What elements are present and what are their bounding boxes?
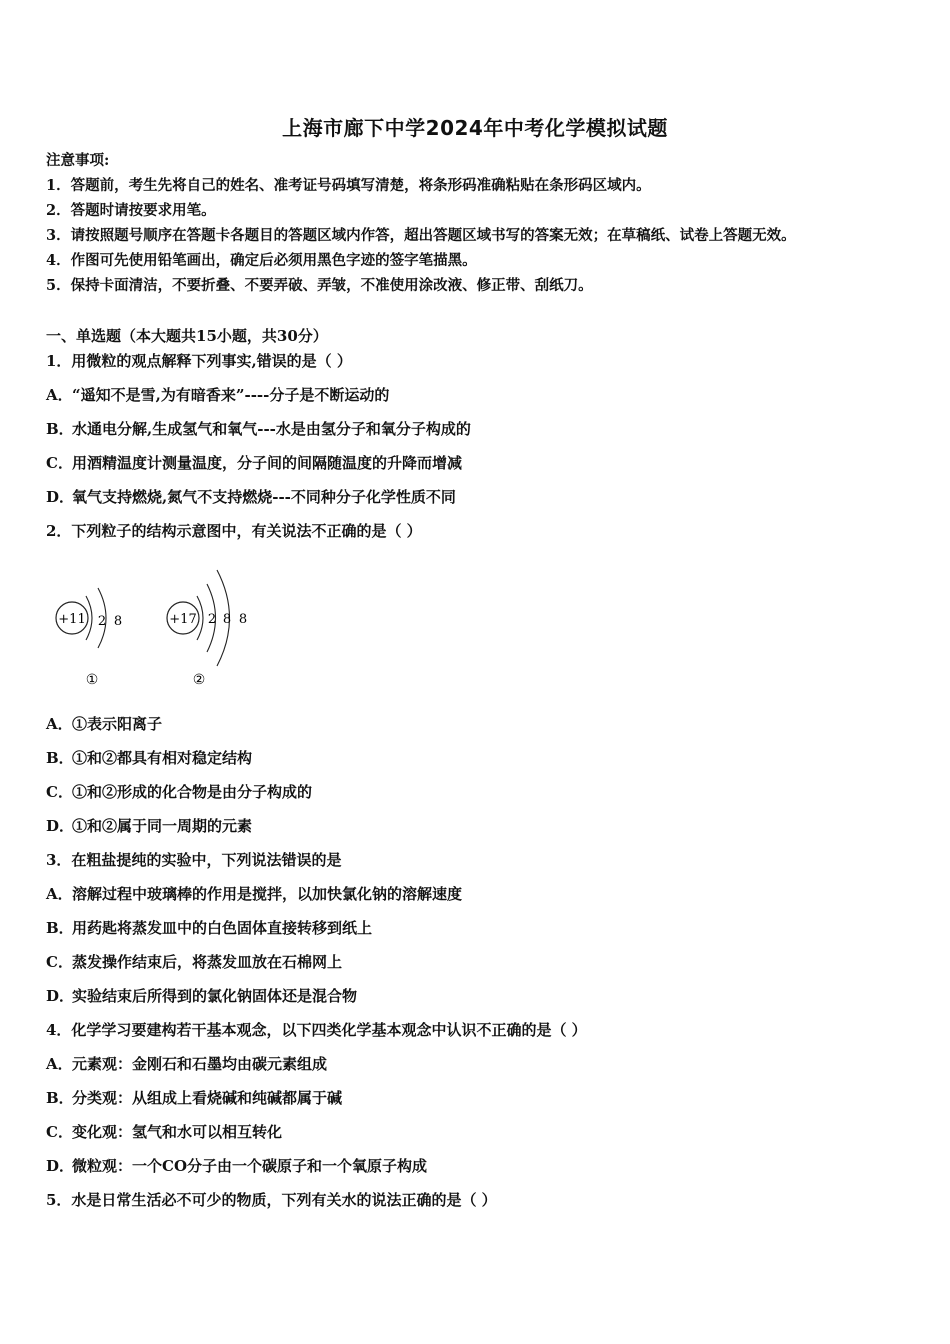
- option-text: 实验结束后所得到的氯化钠固体还是混合物: [72, 987, 358, 1005]
- notes-item: 2．答题时请按要求用笔。: [46, 202, 216, 219]
- option-key: D．: [46, 1157, 75, 1175]
- option-key: D．: [46, 817, 75, 835]
- notes-item: 4．作图可先使用铅笔画出，确定后必须用黑色字迹的签字笔描黑。: [46, 252, 477, 269]
- particle-1-shell-arc-1: [86, 596, 92, 640]
- question-4-option-a: [46, 1054, 327, 1074]
- question-3-option-a: [46, 884, 462, 904]
- question-1-stem: 1．用微粒的观点解释下列事实,错误的是（ ）: [46, 352, 352, 370]
- particle-2-shell-2-count: 8: [222, 612, 232, 627]
- question-1-option-a: [46, 385, 389, 405]
- option-text: “遥知不是雪,为有暗香来”----分子是不断运动的: [72, 386, 390, 404]
- question-1-option-d: [46, 487, 456, 507]
- option-text: 分类观：从组成上看烧碱和纯碱都属于碱: [72, 1089, 343, 1107]
- question-2-option-a: [46, 714, 162, 734]
- notes-item: 3．请按照题号顺序在答题卡各题目的答题区域内作答，超出答题区域书写的答案无效；在草稿纸、试卷上答题无效。: [46, 227, 796, 244]
- question-2-option-d: [46, 816, 252, 836]
- option-text: 用酒精温度计测量温度，分子间的间隔随温度的升降而增减: [72, 454, 463, 472]
- option-text: ①和②都具有相对稳定结构: [72, 749, 253, 767]
- question-4-option-d: [46, 1156, 427, 1176]
- option-text: 微粒观：一个CO分子由一个碳原子和一个氧原子构成: [72, 1157, 428, 1175]
- question-5-stem: 5．水是日常生活必不可少的物质，下列有关水的说法正确的是（ ）: [46, 1191, 497, 1209]
- option-text: ①和②属于同一周期的元素: [72, 817, 253, 835]
- option-text: 变化观：氢气和水可以相互转化: [72, 1123, 283, 1141]
- particle-2-label: ②: [192, 672, 206, 688]
- question-1-option-b: [46, 419, 471, 439]
- option-text: 溶解过程中玻璃棒的作用是搅拌，以加快氯化钠的溶解速度: [72, 885, 463, 903]
- option-key: C．: [46, 953, 73, 971]
- option-key: A．: [46, 885, 73, 903]
- atomic-structure-svg: [46, 560, 286, 690]
- particle-1-nucleus-charge: +11: [58, 612, 86, 627]
- question-2-option-c: [46, 782, 312, 802]
- particle-2-shell-3-count: 8: [238, 612, 248, 627]
- option-text: ①表示阳离子: [72, 715, 163, 733]
- particle-2-shell-arc-1: [197, 596, 203, 640]
- question-4-option-c: [46, 1122, 282, 1142]
- question-4-option-b: [46, 1088, 342, 1108]
- question-4-stem: 4．化学学习要建构若干基本观念，以下四类化学基本观念中认识不正确的是（ ）: [46, 1021, 587, 1039]
- notes-item: 5．保持卡面清洁，不要折叠、不要弄破、弄皱，不准使用涂改液、修正带、刮纸刀。: [46, 277, 593, 294]
- option-key: C．: [46, 783, 73, 801]
- atomic-structure-diagram: [46, 560, 286, 690]
- question-1-option-c: [46, 453, 462, 473]
- option-text: 用药匙将蒸发皿中的白色固体直接转移到纸上: [72, 919, 373, 937]
- option-key: C．: [46, 1123, 73, 1141]
- section-heading: 一、单选题（本大题共15小题，共30分）: [46, 327, 328, 345]
- option-key: D．: [46, 488, 75, 506]
- notes-heading: 注意事项:: [46, 152, 110, 169]
- option-key: C．: [46, 454, 73, 472]
- option-text: ①和②形成的化合物是由分子构成的: [72, 783, 313, 801]
- option-key: B．: [46, 749, 74, 767]
- particle-2-shell-1-count: 2: [207, 612, 217, 627]
- question-2-option-b: [46, 748, 252, 768]
- particle-1-shell-1-count: 2: [97, 614, 107, 629]
- particle-1-shell-2-count: 8: [113, 614, 123, 629]
- question-2-stem: 2．下列粒子的结构示意图中，有关说法不正确的是（ ）: [46, 522, 422, 540]
- particle-2-diagram: [167, 570, 247, 688]
- question-3-option-b: [46, 918, 372, 938]
- option-text: 元素观：金刚石和石墨均由碳元素组成: [72, 1055, 328, 1073]
- option-key: A．: [46, 386, 73, 404]
- particle-1-label: ①: [85, 672, 99, 688]
- question-3-option-d: [46, 986, 357, 1006]
- particle-2-nucleus-charge: +17: [169, 612, 197, 627]
- option-key: B．: [46, 1089, 74, 1107]
- notes-item: 1．答题前，考生先将自己的姓名、准考证号码填写清楚，将条形码准确粘贴在条形码区域内。: [46, 177, 651, 194]
- option-key: D．: [46, 987, 75, 1005]
- question-3-stem: 3．在粗盐提纯的实验中，下列说法错误的是: [46, 851, 342, 869]
- option-text: 水通电分解,生成氢气和氧气---水是由氢分子和氧分子构成的: [72, 420, 471, 438]
- particle-1-diagram: [56, 588, 122, 688]
- option-key: A．: [46, 715, 73, 733]
- page-title: 上海市廊下中学2024年中考化学模拟试题: [282, 116, 668, 140]
- option-text: 氧气支持燃烧,氮气不支持燃烧---不同种分子化学性质不同: [72, 488, 456, 506]
- option-text: 蒸发操作结束后，将蒸发皿放在石棉网上: [72, 953, 343, 971]
- option-key: B．: [46, 420, 74, 438]
- option-key: A．: [46, 1055, 73, 1073]
- question-3-option-c: [46, 952, 342, 972]
- option-key: B．: [46, 919, 74, 937]
